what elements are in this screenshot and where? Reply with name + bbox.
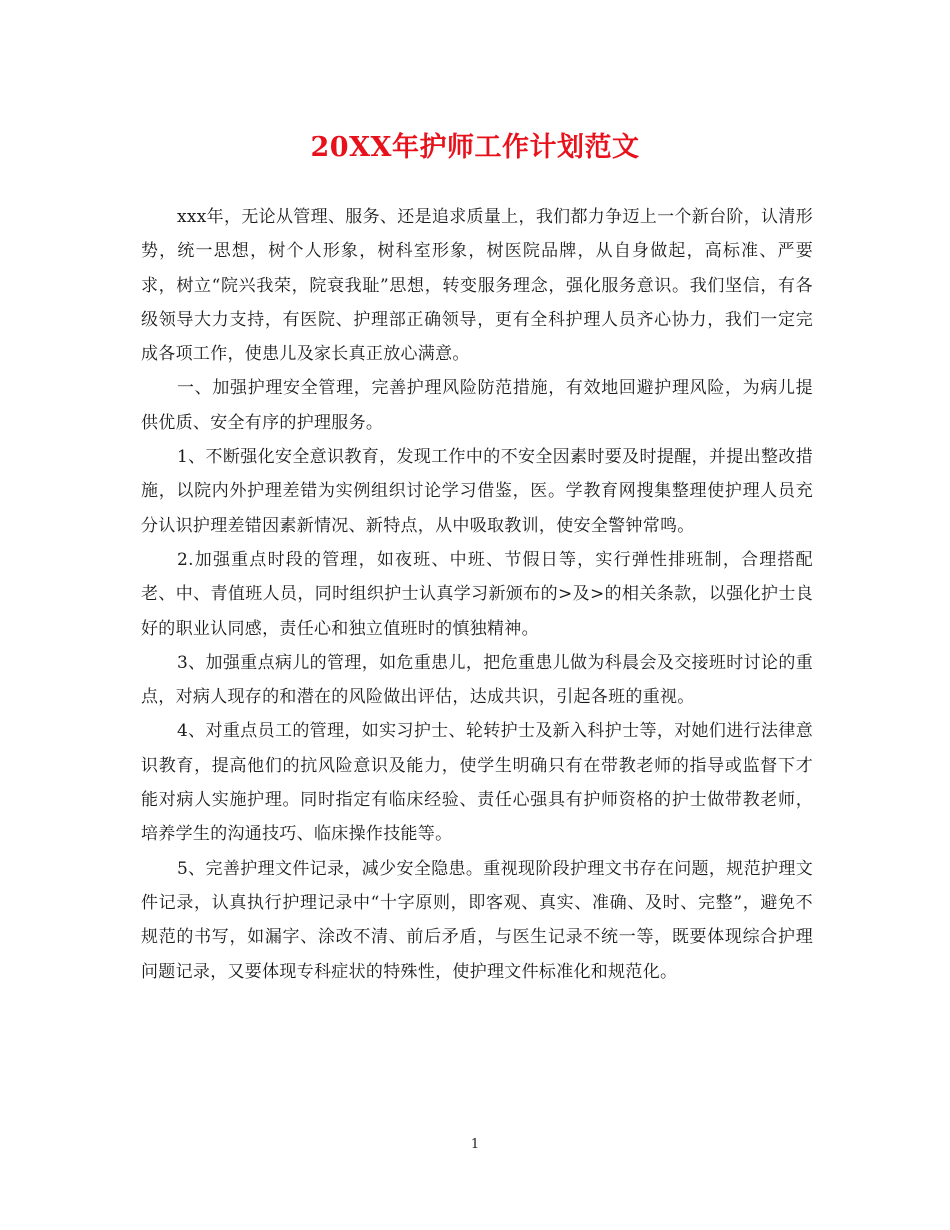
paragraph-item-2: 2.加强重点时段的管理，如夜班、中班、节假日等，实行弹性排班制，合理搭配老、中、青值班人员，同时组织护士认真学习新颁布的>及>的相关条款，以强化护士良好的职业认同感，责任心和独立值班时的慎独精神。 (141, 549, 813, 639)
paragraph-item-4: 4、对重点员工的管理，如实习护士、轮转护士及新入科护士等，对她们进行法律意识教育，提高他们的抗风险意识及能力，使学生明确只有在带教老师的指导或监督下才能对病人实施护理。同时指定有临床经验、责任心强具有护师资格的护士做带教老师，培养学生的沟通技巧、临床操作技能等。 (141, 721, 813, 845)
paragraph-section-one: 一、加强护理安全管理，完善护理风险防范措施，有效地回避护理风险，为病儿提供优质、安全有序的护理服务。 (141, 378, 813, 433)
paragraph-item-3: 3、加强重点病儿的管理，如危重患儿，把危重患儿做为科晨会及交接班时讨论的重点，对病人现存的和潜在的风险做出评估，达成共识，引起各班的重视。 (141, 652, 813, 708)
document-title: 20XX年护师工作计划范文 (310, 132, 640, 163)
paragraph-intro: xxx年，无论从管理、服务、还是追求质量上，我们都力争迈上一个新台阶，认清形势，统一思想，树个人形象，树科室形象，树医院品牌，从自身做起，高标准、严要求，树立“院兴我荣，院衰我耻”思想，转变服务理念，强化服务意识。我们坚信，有各级领导大力支持，有医院、护理部正确领导，更有全科护理人员齐心协力，我们一定完成各项工作，使患儿及家长真正放心满意。 (141, 207, 813, 365)
paragraph-item-1: 1、不断强化安全意识教育，发现工作中的不安全因素时要及时提醒，并提出整改措施，以院内外护理差错为实例组织讨论学习借鉴，医。学教育网搜集整理使护理人员充分认识护理差错因素新情况、新特点，从中吸取教训，使安全警钟常鸣。 (141, 447, 813, 536)
page-number: 1 (470, 1137, 480, 1152)
paragraph-item-5: 5、完善护理文件记录，减少安全隐患。重视现阶段护理文书存在问题，规范护理文件记录，认真执行护理记录中“十字原则，即客观、真实、准确、及时、完整”，避免不规范的书写，如漏字、涂改不清、前后矛盾，与医生记录不统一等，既要体现综合护理问题记录，又要体现专科症状的特殊性，使护理文件标准化和规范化。 (141, 858, 813, 982)
document-body (141, 200, 813, 989)
